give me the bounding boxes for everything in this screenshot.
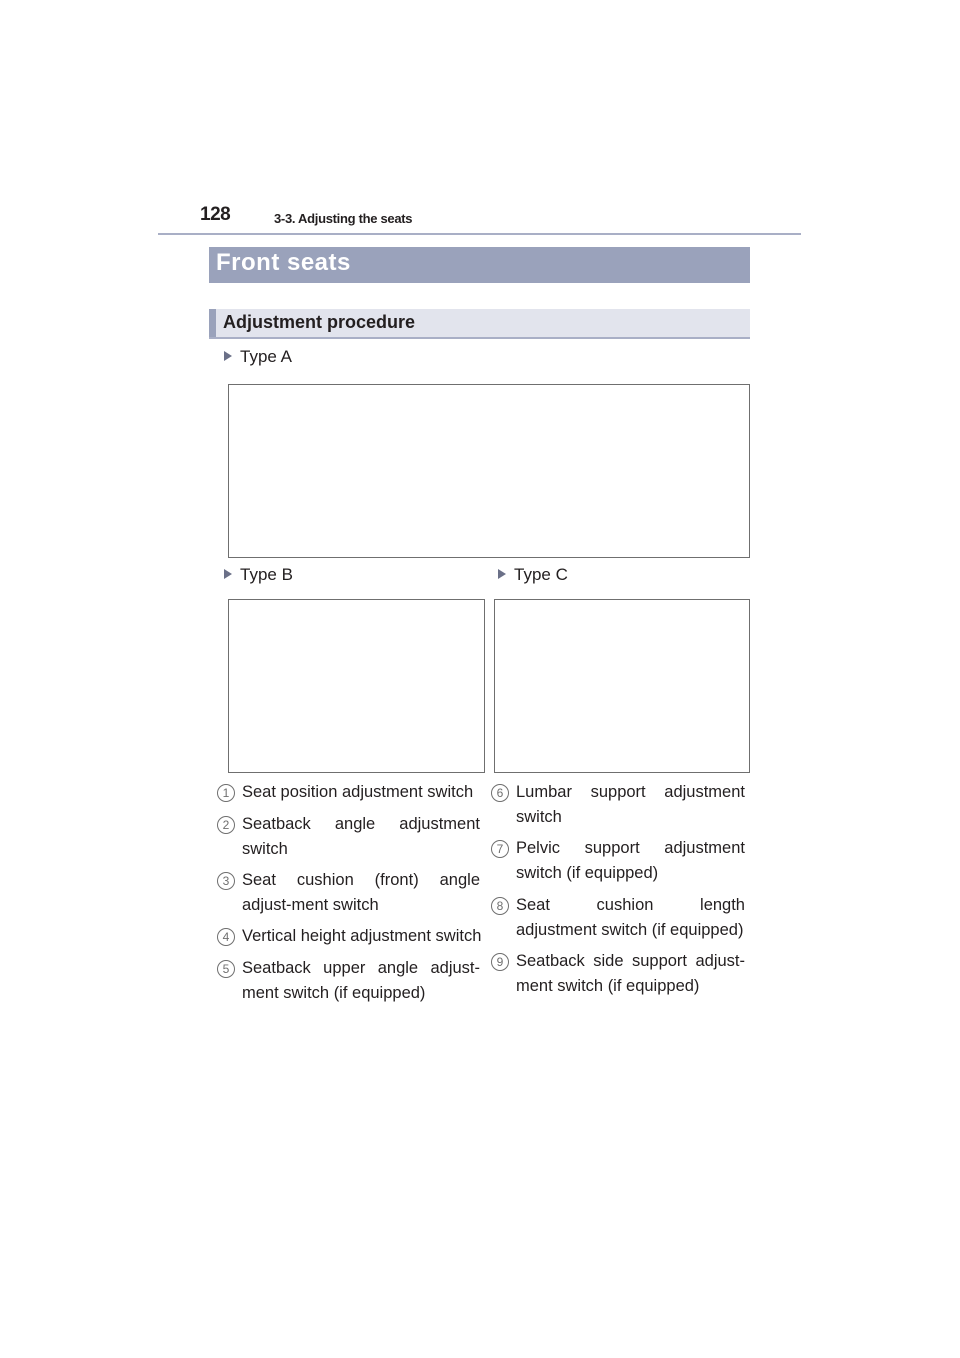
number-7-icon: 7	[491, 840, 509, 858]
figure-label-type-b-text: Type B	[240, 565, 293, 584]
list-item: Seatback angle adjustment switch	[242, 815, 480, 858]
page-title-bar	[209, 247, 750, 283]
figure-type-a	[228, 384, 750, 558]
list-item: Seat position adjustment switch	[242, 783, 474, 801]
list-item: Vertical height adjustment switch	[242, 927, 482, 945]
section-breadcrumb: 3-3. Adjusting the seats	[274, 211, 413, 226]
figure-type-b	[228, 599, 485, 773]
list-item: Pelvic support adjustment switch (if equipped)	[516, 839, 745, 882]
triangle-bullet-icon	[224, 569, 232, 579]
figure-label-type-c-text: Type C	[514, 565, 568, 584]
figure-label-type-a-text: Type A	[240, 347, 292, 366]
subsection-accent	[209, 309, 216, 337]
number-3-icon: 3	[217, 872, 235, 890]
header-divider	[158, 233, 801, 235]
page-number: 128	[200, 204, 231, 225]
figure-label-type-b	[224, 565, 293, 585]
list-item: Seat cushion (front) angle adjust-ment switch	[242, 871, 480, 914]
number-9-icon: 9	[491, 953, 509, 971]
figure-label-type-c	[498, 565, 568, 585]
list-item: Lumbar support adjustment switch	[516, 783, 745, 826]
number-6-icon: 6	[491, 784, 509, 802]
triangle-bullet-icon	[498, 569, 506, 579]
number-1-icon: 1	[217, 784, 235, 802]
number-4-icon: 4	[217, 928, 235, 946]
number-8-icon: 8	[491, 897, 509, 915]
triangle-bullet-icon	[224, 351, 232, 361]
page-title: Front seats	[216, 249, 351, 276]
list-item: Seat cushion length adjustment switch (if equipped)	[516, 896, 745, 939]
number-5-icon: 5	[217, 960, 235, 978]
subsection-title: Adjustment procedure	[223, 312, 416, 332]
number-2-icon: 2	[217, 816, 235, 834]
list-item: Seatback upper angle adjust-ment switch (if equipped)	[242, 959, 480, 1002]
subsection-bar	[209, 309, 750, 339]
figure-label-type-a	[224, 347, 292, 367]
list-item: Seatback side support adjust-ment switch (if equipped)	[516, 952, 745, 995]
figure-type-c	[494, 599, 750, 773]
